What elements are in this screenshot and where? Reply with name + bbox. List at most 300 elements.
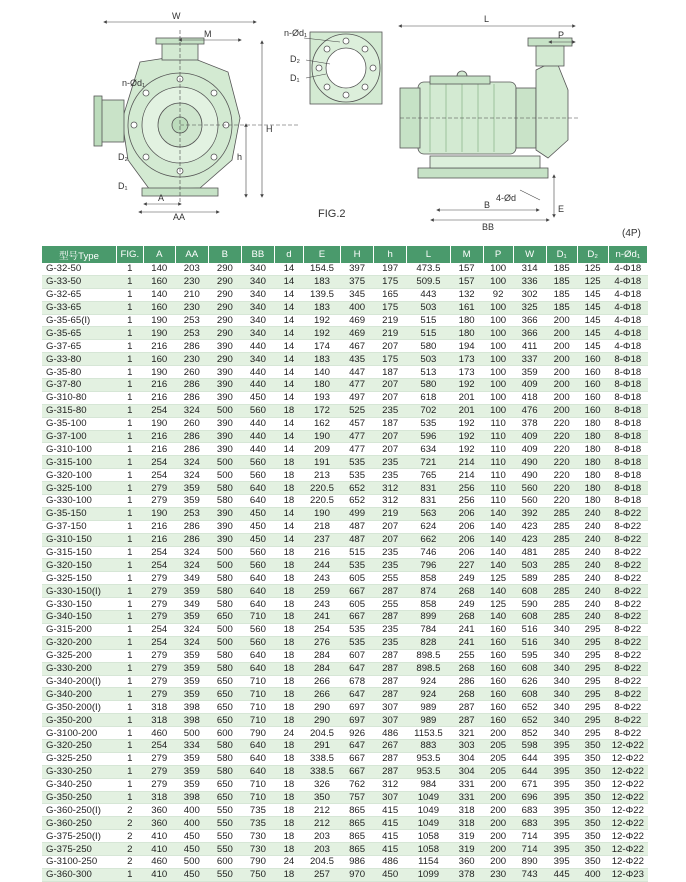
table-cell: 110	[483, 417, 513, 430]
table-row	[42, 288, 648, 301]
model-type-cell: G-325-100	[42, 482, 116, 495]
table-cell: 340	[241, 314, 274, 327]
table-cell: 173	[450, 366, 483, 379]
table-cell: 765	[407, 469, 450, 482]
table-cell: 145	[577, 327, 608, 340]
table-cell: 596	[407, 430, 450, 443]
table-cell: 535	[341, 623, 374, 636]
table-cell: 14	[274, 520, 303, 533]
table-cell: 607	[341, 649, 374, 662]
label-m: M	[204, 29, 212, 39]
table-cell: 160	[483, 636, 513, 649]
page-tag: (4P)	[622, 228, 641, 239]
table-cell: 650	[208, 675, 241, 688]
table-cell: 345	[341, 288, 374, 301]
table-cell: 831	[407, 482, 450, 495]
table-cell: 8-Φ18	[608, 391, 647, 404]
table-cell: 4-Φ18	[608, 301, 647, 314]
table-cell: 1	[116, 559, 143, 572]
table-cell: 243	[303, 572, 340, 585]
table-cell: 230	[175, 353, 208, 366]
table-cell: 1	[116, 301, 143, 314]
table-cell: 926	[341, 727, 374, 740]
table-cell: 640	[241, 572, 274, 585]
table-cell: 180	[450, 327, 483, 340]
label-h: H	[266, 124, 273, 134]
model-type-cell: G-310-80	[42, 391, 116, 404]
model-type-cell: G-330-150	[42, 598, 116, 611]
table-cell: 1	[116, 417, 143, 430]
table-cell: 450	[241, 507, 274, 520]
table-cell: 486	[374, 855, 407, 868]
table-cell: 644	[513, 765, 546, 778]
table-cell: 218	[303, 520, 340, 533]
table-cell: 279	[143, 688, 175, 701]
table-cell: 160	[143, 301, 175, 314]
table-cell: 858	[407, 572, 450, 585]
table-cell: 476	[513, 404, 546, 417]
table-row	[42, 469, 648, 482]
table-cell: 450	[241, 391, 274, 404]
table-cell: 890	[513, 855, 546, 868]
table-row	[42, 752, 648, 765]
table-cell: 319	[450, 843, 483, 856]
table-cell: 1	[116, 701, 143, 714]
table-cell: 349	[175, 598, 208, 611]
table-cell: 500	[208, 546, 241, 559]
table-cell: 1	[116, 366, 143, 379]
table-cell: 140	[143, 263, 175, 275]
model-type-cell: G-35-65(I)	[42, 314, 116, 327]
table-cell: 18	[274, 778, 303, 791]
table-cell: 279	[143, 752, 175, 765]
table-cell: 321	[450, 727, 483, 740]
table-cell: 435	[341, 353, 374, 366]
table-cell: 678	[341, 675, 374, 688]
table-cell: 989	[407, 701, 450, 714]
table-cell: 359	[175, 482, 208, 495]
table-cell: 219	[374, 327, 407, 340]
table-cell: 12-Φ22	[608, 830, 647, 843]
table-cell: 395	[546, 791, 577, 804]
label-l: L	[484, 14, 490, 24]
table-cell: 18	[274, 714, 303, 727]
model-type-cell: G-33-65	[42, 301, 116, 314]
table-cell: 285	[546, 598, 577, 611]
table-cell: 140	[483, 611, 513, 624]
column-header: M	[450, 246, 483, 263]
table-cell: 500	[175, 727, 208, 740]
table-row	[42, 727, 648, 740]
table-cell: 500	[208, 636, 241, 649]
table-cell: 359	[175, 585, 208, 598]
table-cell: 650	[208, 611, 241, 624]
table-cell: 1	[116, 739, 143, 752]
table-cell: 285	[546, 507, 577, 520]
table-cell: 240	[577, 533, 608, 546]
table-cell: 205	[483, 752, 513, 765]
table-row	[42, 675, 648, 688]
table-cell: 254	[143, 636, 175, 649]
table-cell: 203	[303, 843, 340, 856]
table-cell: 590	[513, 598, 546, 611]
table-cell: 560	[241, 404, 274, 417]
table-cell: 100	[483, 391, 513, 404]
table-cell: 445	[546, 868, 577, 881]
table-cell: 285	[546, 585, 577, 598]
table-cell: 390	[208, 379, 241, 392]
table-cell: 500	[208, 456, 241, 469]
table-cell: 8-Φ22	[608, 701, 647, 714]
table-cell: 647	[341, 662, 374, 675]
table-cell: 1049	[407, 804, 450, 817]
table-cell: 898.5	[407, 662, 450, 675]
table-cell: 340	[546, 714, 577, 727]
label-e: E	[558, 204, 565, 214]
table-cell: 279	[143, 611, 175, 624]
table-row	[42, 714, 648, 727]
table-cell: 279	[143, 765, 175, 778]
table-cell: 162	[303, 417, 340, 430]
table-cell: 1	[116, 263, 143, 275]
table-cell: 721	[407, 456, 450, 469]
table-cell: 160	[483, 662, 513, 675]
table-cell: 1	[116, 353, 143, 366]
table-cell: 469	[341, 314, 374, 327]
table-cell: 295	[577, 714, 608, 727]
table-cell: 268	[450, 662, 483, 675]
model-type-cell: G-3100-250	[42, 855, 116, 868]
table-cell: 390	[208, 507, 241, 520]
table-cell: 285	[546, 559, 577, 572]
model-type-cell: G-320-150	[42, 559, 116, 572]
table-row	[42, 456, 648, 469]
table-cell: 683	[513, 804, 546, 817]
table-cell: 140	[303, 366, 340, 379]
table-cell: 497	[341, 391, 374, 404]
table-cell: 423	[513, 520, 546, 533]
table-cell: 560	[241, 559, 274, 572]
label-p: P	[558, 30, 565, 40]
table-cell: 14	[274, 507, 303, 520]
table-cell: 307	[374, 714, 407, 727]
table-cell: 180	[450, 314, 483, 327]
table-cell: 18	[274, 572, 303, 585]
table-cell: 8-Φ22	[608, 727, 647, 740]
table-cell: 1	[116, 636, 143, 649]
table-cell: 279	[143, 649, 175, 662]
table-cell: 662	[407, 533, 450, 546]
table-row	[42, 482, 648, 495]
table-cell: 318	[143, 714, 175, 727]
table-cell: 220	[546, 469, 577, 482]
column-header: E	[303, 246, 340, 263]
table-cell: 487	[341, 533, 374, 546]
table-cell: 290	[208, 263, 241, 275]
table-cell: 303	[450, 739, 483, 752]
table-cell: 624	[407, 520, 450, 533]
table-cell: 174	[303, 340, 340, 353]
table-cell: 696	[513, 791, 546, 804]
table-cell: 831	[407, 495, 450, 508]
table-cell: 580	[208, 765, 241, 778]
table-cell: 390	[208, 443, 241, 456]
table-cell: 286	[175, 340, 208, 353]
table-cell: 477	[341, 379, 374, 392]
table-cell: 360	[143, 817, 175, 830]
table-cell: 140	[483, 533, 513, 546]
table-cell: 187	[374, 417, 407, 430]
table-row	[42, 662, 648, 675]
table-cell: 18	[274, 456, 303, 469]
table-cell: 2	[116, 804, 143, 817]
table-cell: 340	[546, 688, 577, 701]
label-bb: BB	[482, 222, 495, 232]
table-cell: 338.5	[303, 752, 340, 765]
table-cell: 24	[274, 855, 303, 868]
table-cell: 285	[546, 546, 577, 559]
table-cell: 14	[274, 533, 303, 546]
table-cell: 1	[116, 314, 143, 327]
table-cell: 4-Φ18	[608, 314, 647, 327]
table-cell: 18	[274, 739, 303, 752]
table-cell: 307	[374, 701, 407, 714]
table-cell: 210	[175, 288, 208, 301]
table-cell: 285	[546, 520, 577, 533]
table-cell: 200	[546, 379, 577, 392]
table-cell: 390	[208, 366, 241, 379]
table-cell: 14	[274, 327, 303, 340]
table-cell: 8-Φ18	[608, 417, 647, 430]
table-cell: 160	[143, 353, 175, 366]
table-cell: 350	[577, 752, 608, 765]
table-cell: 730	[241, 843, 274, 856]
table-cell: 287	[374, 675, 407, 688]
table-cell: 256	[450, 495, 483, 508]
table-cell: 284	[303, 649, 340, 662]
table-cell: 710	[241, 714, 274, 727]
table-cell: 450	[374, 868, 407, 881]
table-cell: 525	[341, 404, 374, 417]
table-cell: 490	[513, 456, 546, 469]
table-cell: 207	[374, 379, 407, 392]
table-cell: 18	[274, 495, 303, 508]
table-cell: 550	[208, 817, 241, 830]
table-cell: 200	[546, 353, 577, 366]
table-cell: 1	[116, 495, 143, 508]
table-cell: 409	[513, 443, 546, 456]
model-type-cell: G-37-65	[42, 340, 116, 353]
table-cell: 1	[116, 727, 143, 740]
table-cell: 450	[175, 843, 208, 856]
table-cell: 235	[374, 623, 407, 636]
table-cell: 671	[513, 778, 546, 791]
table-cell: 683	[513, 817, 546, 830]
table-cell: 260	[175, 366, 208, 379]
table-cell: 640	[241, 482, 274, 495]
table-cell: 240	[577, 585, 608, 598]
table-cell: 580	[208, 739, 241, 752]
table-cell: 580	[208, 585, 241, 598]
table-row	[42, 636, 648, 649]
table-cell: 409	[513, 430, 546, 443]
table-cell: 560	[241, 546, 274, 559]
table-cell: 18	[274, 843, 303, 856]
table-cell: 183	[303, 275, 340, 288]
table-cell: 1	[116, 533, 143, 546]
table-cell: 240	[577, 507, 608, 520]
table-cell: 1	[116, 791, 143, 804]
table-cell: 560	[513, 495, 546, 508]
table-cell: 235	[374, 456, 407, 469]
model-type-cell: G-360-300	[42, 868, 116, 881]
table-cell: 18	[274, 559, 303, 572]
table-cell: 350	[577, 830, 608, 843]
table-cell: 340	[546, 649, 577, 662]
table-cell: 14	[274, 301, 303, 314]
table-cell: 8-Φ18	[608, 456, 647, 469]
table-cell: 295	[577, 662, 608, 675]
table-cell: 192	[450, 430, 483, 443]
table-cell: 12-Φ22	[608, 817, 647, 830]
table-cell: 595	[513, 649, 546, 662]
table-cell: 398	[175, 714, 208, 727]
table-cell: 185	[546, 275, 577, 288]
table-cell: 2	[116, 817, 143, 830]
table-cell: 207	[374, 520, 407, 533]
table-cell: 560	[241, 469, 274, 482]
table-cell: 160	[577, 379, 608, 392]
table-cell: 714	[513, 830, 546, 843]
table-cell: 2	[116, 855, 143, 868]
table-cell: 762	[341, 778, 374, 791]
table-cell: 110	[483, 456, 513, 469]
table-cell: 1	[116, 404, 143, 417]
table-cell: 334	[175, 739, 208, 752]
figure-caption: FIG.2	[318, 208, 346, 220]
column-header: h	[374, 246, 407, 263]
table-cell: 110	[483, 495, 513, 508]
table-cell: 180	[303, 379, 340, 392]
table-cell: 154.5	[303, 263, 340, 275]
table-cell: 360	[450, 855, 483, 868]
label-b: B	[484, 200, 491, 210]
table-cell: 589	[513, 572, 546, 585]
table-cell: 340	[546, 636, 577, 649]
table-cell: 287	[374, 585, 407, 598]
table-cell: 160	[577, 391, 608, 404]
table-row	[42, 546, 648, 559]
table-cell: 287	[450, 701, 483, 714]
model-type-cell: G-340-200	[42, 688, 116, 701]
table-cell: 125	[577, 275, 608, 288]
column-header: 型号Type	[42, 246, 116, 263]
table-cell: 560	[241, 456, 274, 469]
table-cell: 12-Φ22	[608, 752, 647, 765]
table-cell: 359	[175, 778, 208, 791]
table-cell: 279	[143, 495, 175, 508]
column-header: P	[483, 246, 513, 263]
table-cell: 12-Φ22	[608, 778, 647, 791]
table-cell: 125	[577, 263, 608, 275]
model-type-cell: G-315-80	[42, 404, 116, 417]
table-cell: 287	[374, 752, 407, 765]
table-cell: 209	[303, 443, 340, 456]
table-cell: 499	[341, 507, 374, 520]
label-hole: 4-Ød	[496, 193, 517, 203]
table-cell: 279	[143, 675, 175, 688]
table-cell: 279	[143, 585, 175, 598]
table-cell: 580	[208, 662, 241, 675]
table-cell: 255	[450, 649, 483, 662]
table-cell: 1	[116, 327, 143, 340]
table-cell: 237	[303, 533, 340, 546]
table-cell: 331	[450, 778, 483, 791]
table-cell: 650	[208, 791, 241, 804]
table-cell: 12-Φ23	[608, 868, 647, 881]
table-cell: 390	[208, 520, 241, 533]
table-cell: 350	[577, 791, 608, 804]
table-cell: 160	[483, 675, 513, 688]
table-cell: 366	[513, 327, 546, 340]
table-cell: 415	[374, 843, 407, 856]
table-cell: 350	[577, 765, 608, 778]
table-cell: 220.5	[303, 495, 340, 508]
table-row	[42, 559, 648, 572]
table-cell: 212	[303, 804, 340, 817]
table-row	[42, 739, 648, 752]
table-cell: 697	[341, 714, 374, 727]
table-cell: 8-Φ22	[608, 675, 647, 688]
label-w: W	[172, 11, 181, 21]
table-cell: 165	[374, 288, 407, 301]
table-cell: 207	[374, 443, 407, 456]
table-cell: 350	[577, 843, 608, 856]
column-header: A	[143, 246, 175, 263]
table-cell: 287	[374, 662, 407, 675]
table-cell: 331	[450, 791, 483, 804]
table-cell: 190	[303, 430, 340, 443]
table-row	[42, 765, 648, 778]
table-cell: 411	[513, 340, 546, 353]
table-cell: 255	[374, 572, 407, 585]
table-cell: 500	[208, 623, 241, 636]
model-type-cell: G-340-200(I)	[42, 675, 116, 688]
table-cell: 390	[208, 417, 241, 430]
table-cell: 423	[513, 533, 546, 546]
table-cell: 190	[143, 417, 175, 430]
table-cell: 180	[577, 443, 608, 456]
table-cell: 1058	[407, 830, 450, 843]
table-cell: 304	[450, 752, 483, 765]
table-cell: 757	[341, 791, 374, 804]
table-cell: 254	[143, 404, 175, 417]
table-cell: 1	[116, 379, 143, 392]
table-cell: 1	[116, 585, 143, 598]
table-cell: 187	[374, 366, 407, 379]
table-cell: 535	[407, 417, 450, 430]
table-cell: 8-Φ22	[608, 598, 647, 611]
table-cell: 318	[143, 791, 175, 804]
table-cell: 608	[513, 688, 546, 701]
table-row	[42, 817, 648, 830]
table-cell: 18	[274, 649, 303, 662]
table-cell: 266	[303, 675, 340, 688]
table-cell: 212	[303, 817, 340, 830]
table-cell: 12-Φ22	[608, 765, 647, 778]
table-row	[42, 353, 648, 366]
table-cell: 605	[341, 572, 374, 585]
